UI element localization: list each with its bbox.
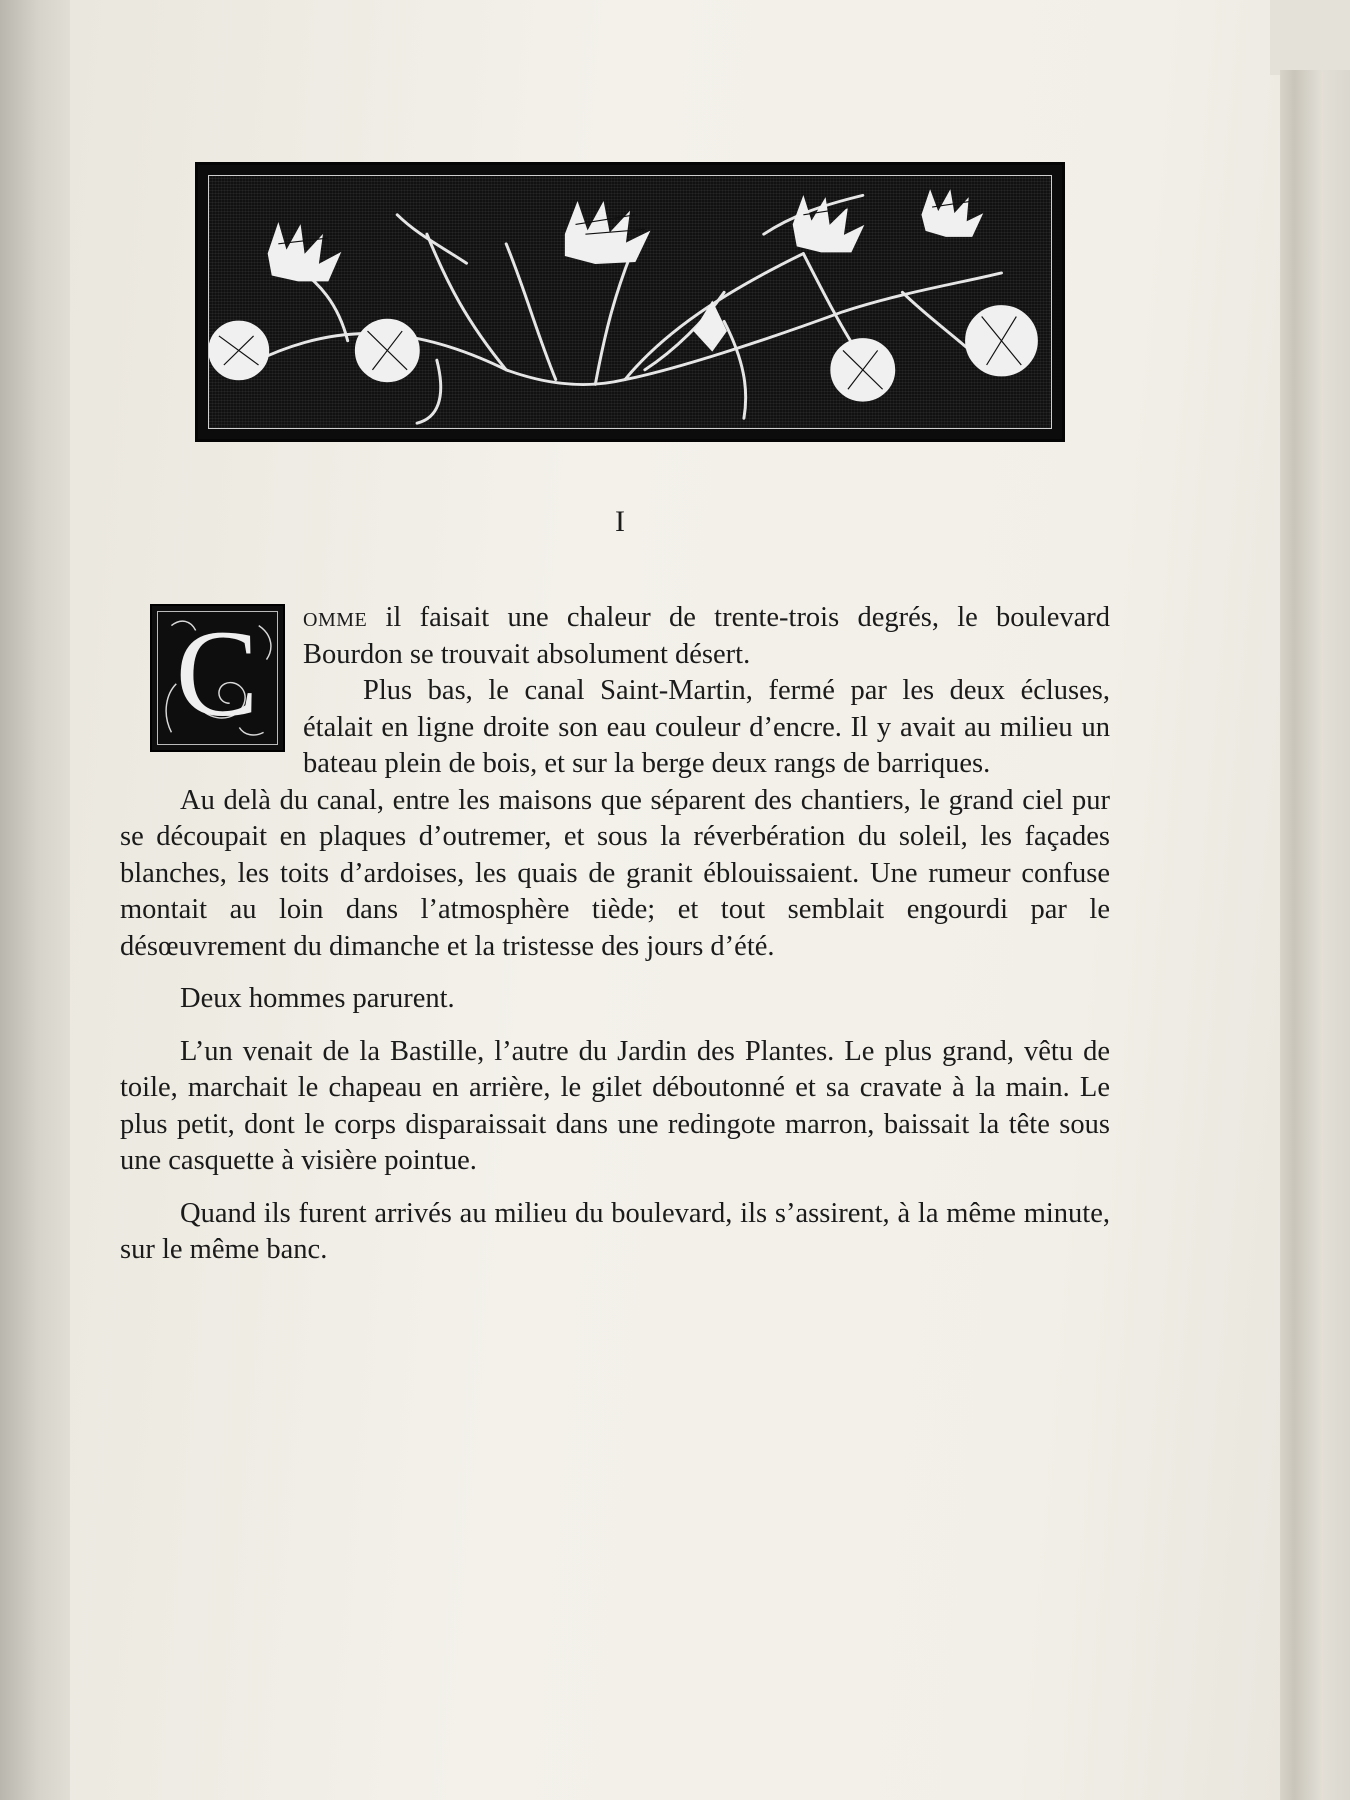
carnation-flower-2: [566, 203, 649, 263]
paragraph-6: Quand ils furent arrivés au milieu du boulevard, ils s’assirent, à la même minute, sur le même banc.: [120, 1197, 1110, 1265]
chapter-text: [120, 600, 1110, 1269]
carnation-flower-1: [268, 224, 339, 280]
paragraph-3: Au delà du canal, entre les maisons que séparent des chantiers, le grand ciel pur se découpait en plaques d’outremer, et sous la réverbération du soleil, les façades blanches, les toits d’ardoises, les quais de granit éblouissaient. Une rumeur confuse montait au loin dans l’atmosphère tiède; et tout semblait engourdi par le désœuvrement du dimanche et la tristesse des jours d’été.: [120, 784, 1110, 962]
deckle-page-edge: [1280, 70, 1350, 1800]
floral-engraving: [209, 176, 1051, 428]
chapter-number: I: [615, 505, 625, 538]
initial-letter: C: [175, 606, 259, 742]
carnation-bud: [694, 302, 726, 350]
paragraph-4: Deux hommes parurent.: [180, 983, 455, 1014]
paragraph-5: L’un venait de la Bastille, l’autre du Jardin des Plantes. Le plus grand, vêtu de toile, marchait le chapeau en arrière, le gilet déboutonné et sa cravate à la main. Le plus petit, dont le corps disparaissait dans une redingote marron, baissait la tête sous une casquette à visière pointue.: [120, 1035, 1110, 1176]
carnation-flower-4: [922, 192, 981, 237]
carnation-vignette-icon: [195, 162, 1065, 442]
illuminated-initial-icon: [150, 604, 285, 752]
paragraph-1: il faisait une chaleur de trente-trois degrés, le boulevard Bourdon se trouvait absolument désert.: [303, 602, 1110, 670]
paragraph-2: Plus bas, le canal Saint-Martin, fermé par les deux écluses, étalait en ligne droite son eau couleur d’encre. Il y avait au milieu un bateau plein de bois, et sur la berge deux rangs de barriques.: [303, 675, 1110, 779]
initial-c-ornament: [152, 606, 283, 750]
first-word-smallcaps: omme: [303, 602, 368, 633]
page-edge-top: [1270, 0, 1350, 75]
